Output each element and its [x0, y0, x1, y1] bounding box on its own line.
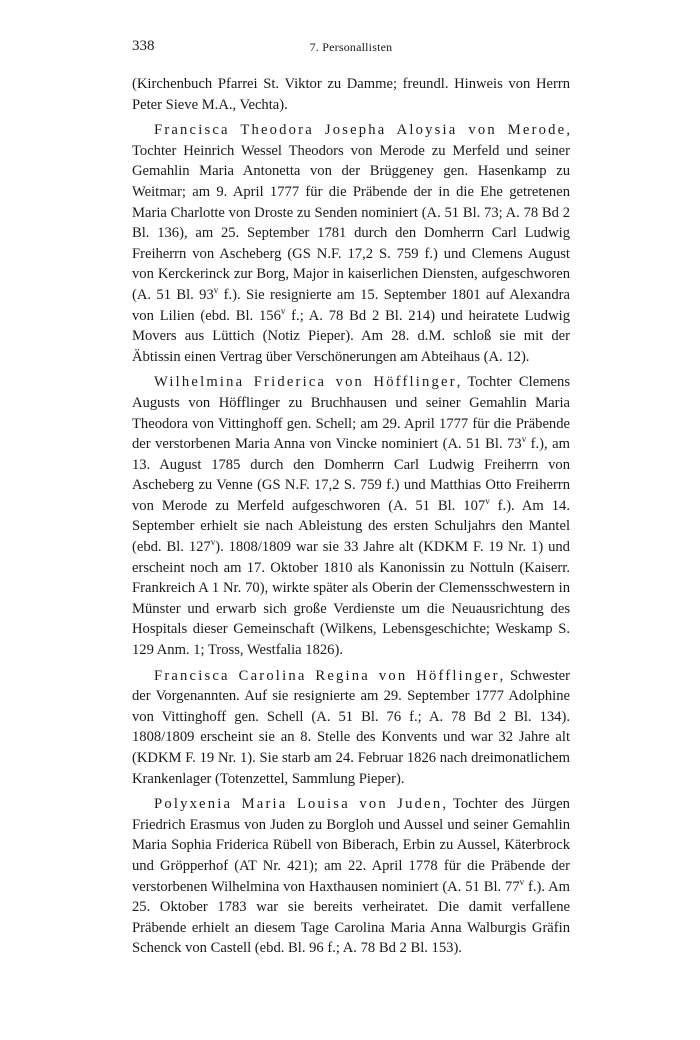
entry-wilhelmina-hoefflinger [132, 372, 570, 660]
entry-text: , Tochter des Jürgen Friedrich Erasmus von Juden zu Borgloh und Aussel und seiner Gemahlin Maria Sophia Friderica Rübell von Biberach, Erbin zu Aussel, Käterbrock und Gröpperhof (AT Nr. 421); am 22. April 1778 für die Präbende der verstorbenen Wilhelmina von Haxthausen nominiert (A. 51 Bl. 77 [132, 796, 570, 895]
entry-name: Francisca Theodora Josepha Aloysia von Merode [154, 122, 567, 139]
verso-mark: v [210, 537, 216, 548]
entry-juden [132, 794, 570, 959]
entry-text: ). 1808/1809 war sie 33 Jahre alt (KDKM F. 19 Nr. 1) und erscheint noch am 17. Oktober 1810 als Kanonissin zu Nottuln (Kaiserr. Frankreich A 1 Nr. 70), wirkte später als Oberin der Clemensschwestern in Münster und erwarb sich große Verdienste um die Neuausrichtung des Hospitals dieser Gemeinschaft (Wilkens, Lebensgeschichte; Weskamp S. 129 Anm. 1; Tross, Westfalia 1826). [132, 539, 570, 659]
entry-text: f.), am 13. August 1785 durch den Domherrn Carl Ludwig Freiherrn von Ascheberg zu Venne (GS N.F. 17,2 S. 759 f.) und Matthias Otto Freiherrn von Merode zu Merfeld aufgeschworen (A. 51 Bl. 107 [132, 436, 570, 514]
entry-text: f.; A. 78 Bd 2 Bl. 214) und heiratete Ludwig Movers aus Lüttich (Notiz Pieper). Am 28. d.M. schloß sie mit der Äbtissin einen Vertrag über Verschönerungen am Abteihaus (A. 12). [132, 307, 570, 365]
entry-text: f.). Am 14. September erhielt sie nach Ableistung des ersten Schuljahrs den Mantel (ebd. Bl. 127 [132, 497, 570, 556]
entry-name: Francisca Carolina Regina von Höfflinger [154, 667, 500, 684]
page-body [132, 74, 570, 964]
entry-text: f.). Am 25. Oktober 1783 war sie bereits verheiratet. Die damit verfallene Präbende erhielt an diesem Tage Carolina Maria Anna Walburgis Gräfin Schenck von Castell (ebd. Bl. 96 f.; A. 78 Bd 2 Bl. 153). [132, 878, 570, 957]
intro-paragraph: (Kirchenbuch Pfarrei St. Viktor zu Damme; freundl. Hinweis von Herrn Peter Sieve M.A., Vechta). [132, 76, 570, 113]
entry-text: f.). Sie resignierte am 15. September 1801 auf Alexandra von Lilien (ebd. Bl. 156 [132, 286, 570, 324]
verso-mark: v [521, 434, 527, 445]
page-header [132, 38, 570, 58]
entry-francisca-hoefflinger [132, 666, 570, 790]
page-number: 338 [132, 38, 155, 54]
entry-name: Polyxenia Maria Louisa von Juden [154, 796, 443, 813]
verso-mark: v [280, 305, 286, 316]
running-head: 7. Personallisten [309, 40, 393, 54]
verso-mark: v [213, 285, 219, 296]
entry-text: , Tochter Heinrich Wessel Theodors von Merode zu Merfeld und seiner Gemahlin Maria Antonetta von der Brüggeney gen. Hasenkamp zu Weitmar; am 9. April 1777 für die Präbende der in die Ehe getretenen Maria Charlotte von Droste zu Senden nominiert (A. 51 Bl. 73; A. 78 Bd 2 Bl. 136), am 25. September 1781 durch den Domherrn Carl Ludwig Freiherrn von Ascheberg (GS N.F. 17,2 S. 759 f.) und Clemens August von Kerckerinck zur Borg, Major in kaiserlichen Diensten, aufgeschworen (A. 51 Bl. 93 [132, 122, 570, 303]
entry-name: Wilhelmina Friderica von Höfflinger [154, 374, 457, 391]
verso-mark: v [519, 876, 525, 887]
entry-merode [132, 120, 570, 367]
verso-mark: v [485, 496, 490, 507]
entry-text: , Tochter Clemens Augusts von Höfflinger zu Bruchhausen und seiner Gemahlin Maria Theodora von Vittinghoff gen. Schell; am 29. April 1777 für die Präbende der verstorbenen Maria Anna von Vincke nominiert (A. 51 Bl. 73 [132, 374, 570, 453]
entry-text: , Schwester der Vorgenannten. Auf sie resignierte am 29. September 1777 Adolphine von Vittinghoff gen. Schell (A. 51 Bl. 76 f.; A. 78 Bd 2 Bl. 134). 1808/1809 erscheint sie an 8. Stelle des Konvents und war 32 Jahre alt (KDKM F. 19 Nr. 1). Sie starb am 24. Februar 1826 nach dreimonatlichem Krankenlager (Totenzettel, Sammlung Pieper). [132, 667, 570, 787]
